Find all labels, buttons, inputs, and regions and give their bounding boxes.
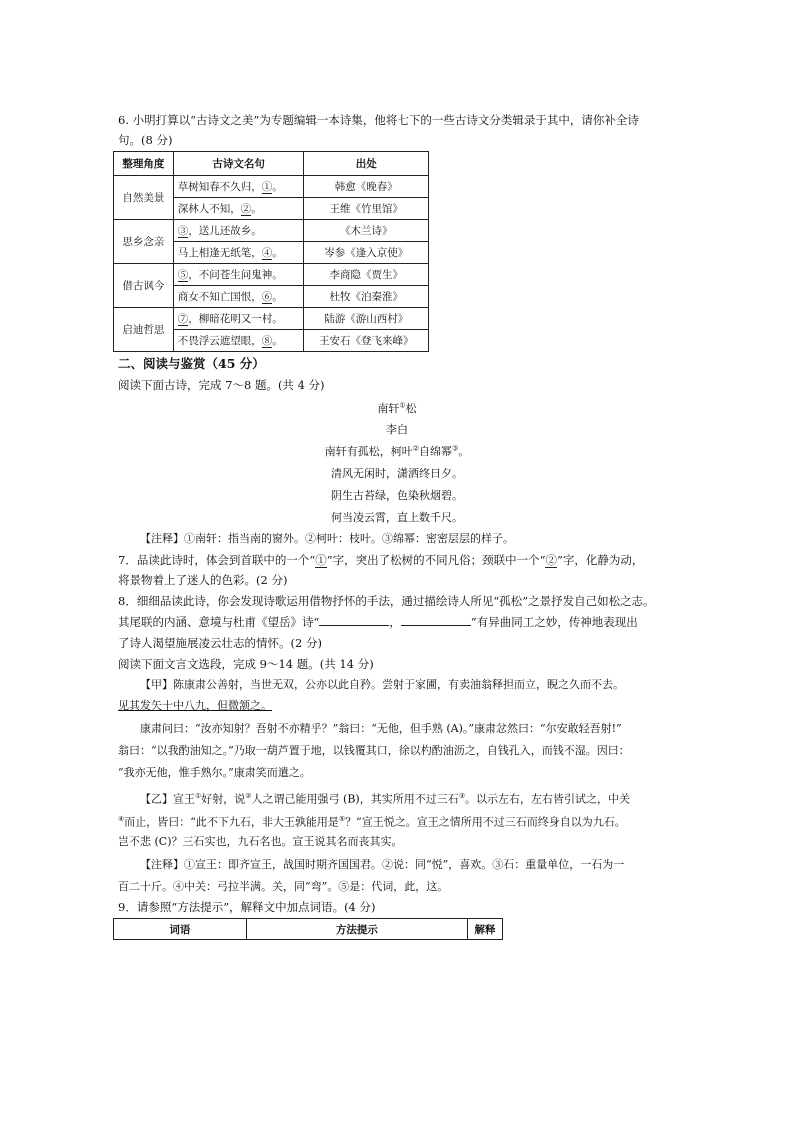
jia-line: “我亦无他，惟手熟尔。”康肃笑而遣之。 <box>118 766 311 779</box>
q9-table <box>113 918 503 940</box>
section-title: 二、阅读与鉴赏（45 分） <box>118 356 265 371</box>
jia-line: 见其发矢十中八九，但微颔之。 <box>118 699 272 712</box>
verse-cell: 草树知春不久归，①。 <box>173 176 304 198</box>
table-row <box>114 220 429 242</box>
poem-line: 南轩有孤松，柯叶②自绵幂③。 <box>324 444 470 458</box>
source-cell: 陆游《游山西村》 <box>304 308 429 330</box>
table-row <box>114 176 429 198</box>
verse-cell: ⑤，不问苍生问鬼神。 <box>173 264 304 286</box>
q7-line2: 将景物着上了迷人的色彩。(2 分) <box>118 573 288 587</box>
verse-cell: 不畏浮云遮望眼，⑧。 <box>173 330 304 352</box>
category-cell: 思乡念亲 <box>114 220 174 264</box>
jia-line: 翁曰：“以我酌油知之。”乃取一葫芦置于地，以钱覆其口，徐以杓酌油沥之，自钱孔入，而钱不湿。因曰： <box>118 744 630 757</box>
jia-line: 康肃问曰：“汝亦知射？吾射不亦精乎？”翁曰：“无他，但手熟 (A)。”康肃忿然曰：“尔安敢轻吾射!” <box>140 722 622 735</box>
source-cell: 李商隐《贾生》 <box>304 264 429 286</box>
poem-note: 【注释】①南轩：指当南的窗外。②柯叶：枝叶。③绵幂：密密层层的样子。 <box>140 532 514 545</box>
verse-cell: 马上相逢无纸笔，④。 <box>173 242 304 264</box>
table-header: 解释 <box>468 919 503 940</box>
table-header: 古诗文名句 <box>173 152 304 176</box>
yi-line: 岂不悲 (C)？三石实也，九石名也。宣王说其名而丧其实。 <box>118 835 403 848</box>
table-header: 词语 <box>114 919 247 940</box>
answer-blank[interactable] <box>319 614 389 626</box>
table-row <box>114 308 429 330</box>
source-cell: 岑参《逢入京使》 <box>304 242 429 264</box>
poem-line: 清风无闲时，潇洒终日夕。 <box>331 467 463 480</box>
verse-cell: 商女不知亡国恨，⑥。 <box>173 286 304 308</box>
q6-line2: 句。(8 分) <box>118 133 173 147</box>
poem-table <box>113 151 429 352</box>
table-header: 整理角度 <box>114 152 174 176</box>
category-cell: 借古讽今 <box>114 264 174 308</box>
prose-intro: 阅读下面文言文选段，完成 9～14 题。(共 14 分) <box>118 657 374 671</box>
yi-note: 【注释】①宣王：即齐宣王，战国时期齐国国君。②说：同“悦”，喜欢。③石：重量单位，一石为一 <box>140 858 625 871</box>
category-cell: 自然美景 <box>114 176 174 220</box>
yi-line: ④而止，皆曰：“此不下九石，非大王孰能用是⑤？”宣王悦之。宣王之情所用不过三石而终身自以为九石。 <box>118 815 626 829</box>
yi-line: 【乙】宣王①好射，说②人之谓己能用强弓 (B)，其实所用不过三石③。以示左右，左右皆引试之，中关 <box>140 792 631 806</box>
poem-line: 何当凌云霄，直上数千尺。 <box>331 511 463 524</box>
yi-note: 百二十斤。④中关：弓拉半满。关，同“弯”。⑤是：代词，此，这。 <box>118 880 449 893</box>
q6-line1: 6. 小明打算以“古诗文之美”为专题编辑一本诗集，他将七下的一些古诗文分类辑录于其中，请你补全诗 <box>118 113 639 127</box>
source-cell: 王维《竹里馆》 <box>304 198 429 220</box>
verse-cell: 深林人不知，②。 <box>173 198 304 220</box>
table-header: 方法提示 <box>246 919 467 940</box>
q7-line1: 7．品读此诗时，体会到首联中的一个“①”字，突出了松树的不同凡俗；颈联中一个“②”字，化静为动， <box>118 553 644 567</box>
jia-line: 【甲】陈康肃公善射，当世无双，公亦以此自矜。尝射于家圃，有卖油翁释担而立，睨之久而不去。 <box>140 678 624 691</box>
q8-line1: 8．细细品读此诗，你会发现诗歌运用借物抒怀的手法，通过描绘诗人所见“孤松”之景抒发自己如松之志。 <box>118 594 655 608</box>
poem-intro: 阅读下面古诗，完成 7～8 题。(共 4 分) <box>118 378 325 392</box>
poem-line: 阴生古苔绿，色染秋烟碧。 <box>331 489 463 502</box>
source-cell: 韩愈《晚春》 <box>304 176 429 198</box>
verse-cell: ⑦，柳暗花明又一村。 <box>173 308 304 330</box>
source-cell: 《木兰诗》 <box>304 220 429 242</box>
poem-title: 南轩①松 <box>377 401 417 415</box>
verse-cell: ③，送儿还故乡。 <box>173 220 304 242</box>
poem-author: 李白 <box>386 423 408 436</box>
category-cell: 启迪哲思 <box>114 308 174 352</box>
source-cell: 杜牧《泊秦淮》 <box>304 286 429 308</box>
source-cell: 王安石《登飞来峰》 <box>304 330 429 352</box>
table-header: 出处 <box>304 152 429 176</box>
q8-line2: 其尾联的内涵、意境与杜甫《望岳》诗“ ， ”有异曲同工之妙，传神地表现出 <box>118 615 638 629</box>
q8-line3: 了诗人渴望施展凌云壮志的情怀。(2 分) <box>118 636 322 650</box>
answer-blank[interactable] <box>401 614 471 626</box>
q9-line: 9．请参照“方法提示”，解释文中加点词语。(4 分) <box>118 900 376 914</box>
table-row <box>114 264 429 286</box>
